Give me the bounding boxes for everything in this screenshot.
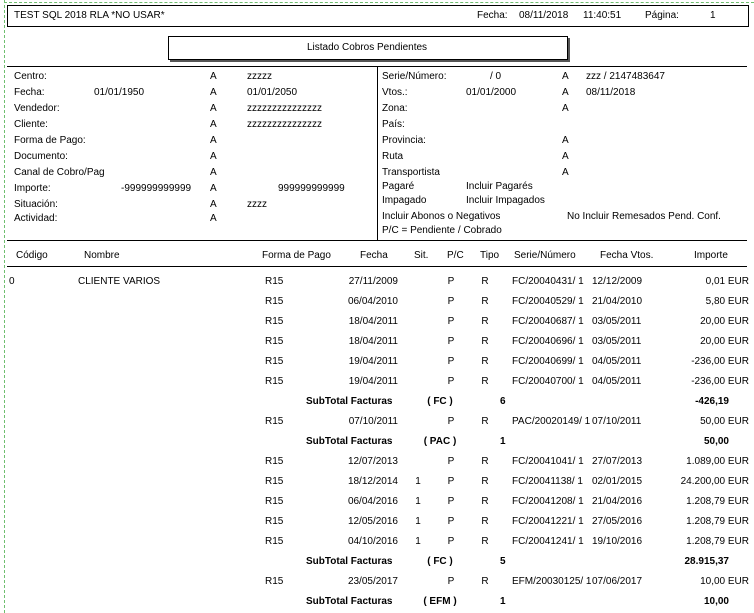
page-top-guide [4,2,754,3]
filter-a: A [210,213,217,224]
fecha: 18/04/2011 [348,336,398,347]
filter-label: Serie/Número: [382,71,447,82]
filter-a: A [210,71,217,82]
filter-label: Fecha: [14,87,45,98]
tipo: R [481,476,489,487]
impagado-label: Impagado [382,195,427,206]
filter-a: A [562,167,569,178]
subtotal-row [0,552,754,572]
situacion: 1 [415,476,421,487]
pc: P [447,316,455,327]
filters-divider [377,66,378,240]
fecha: 19/04/2011 [348,376,398,387]
filter-a: A [210,103,217,114]
forma-pago: R15 [265,456,284,467]
tipo: R [481,536,489,547]
fecha: 18/04/2011 [348,316,398,327]
table-row [0,352,754,372]
importe: 1.208,79 EUR [686,536,749,547]
serie-numero: FC/20040431/ 1 [512,276,584,287]
filter-to: zzzzzzzzzzzzzzz [247,103,322,114]
tipo: R [481,336,489,347]
importe: 0,01 EUR [705,276,749,287]
filter-a: A [210,151,217,162]
col-nombre: Nombre [84,250,120,261]
table-row [0,472,754,492]
impagado-value: Incluir Impagados [466,195,545,206]
filter-label: Provincia: [382,135,426,146]
forma-pago: R15 [265,476,284,487]
subtotal-total: 28.915,37 [684,556,729,567]
pc: P [447,516,455,527]
forma-pago: R15 [265,516,284,527]
forma-pago: R15 [265,376,284,387]
filter-to: 01/01/2050 [247,87,298,98]
subtotal-count: 1 [500,596,506,607]
subtotal-total: -426,19 [695,396,729,407]
situacion: 1 [415,536,421,547]
filter-to: zzzz [247,199,267,210]
remesados-option: No Incluir Remesados Pend. Conf. [567,211,721,222]
filter-label: Ruta [382,151,404,162]
filter-label: Documento: [14,151,68,162]
pc-legend: P/C = Pendiente / Cobrado [382,225,502,236]
serie-numero: FC/20040687/ 1 [512,316,584,327]
subtotal-row [0,392,754,412]
tipo: R [481,376,489,387]
abonos-option: Incluir Abonos o Negativos [382,211,501,222]
table-row [0,412,754,432]
filter-to: zzz / 2147483647 [586,71,665,82]
importe: -236,00 EUR [691,376,749,387]
filter-a: A [210,167,217,178]
filter-label: Transportista [382,167,440,178]
filter-a: A [210,135,217,146]
filter-from: / 0 [490,71,502,82]
tipo: R [481,576,489,587]
tipo: R [481,456,489,467]
fecha-vto: 07/06/2017 [592,576,643,587]
forma-pago: R15 [265,336,284,347]
serie-numero: FC/20040696/ 1 [512,336,584,347]
page-label: Página: [645,10,679,21]
serie-numero: FC/20040699/ 1 [512,356,584,367]
page-number: 1 [710,10,716,21]
forma-pago: R15 [265,416,284,427]
serie-numero: EFM/20030125/ 1 [512,576,592,587]
filter-label: País: [382,119,405,130]
fecha: 07/10/2011 [348,416,398,427]
subtotal-total: 50,00 [703,436,729,447]
fecha-vto: 03/05/2011 [592,336,642,347]
pagare-value: Incluir Pagarés [466,181,533,192]
filter-label: Vendedor: [14,103,60,114]
client-code: 0 [9,276,15,287]
importe: 10,00 EUR [700,576,749,587]
client-name: CLIENTE VARIOS [78,276,161,287]
table-row [0,372,754,392]
fecha: 06/04/2010 [347,296,398,307]
filter-a: A [562,87,569,98]
importe: 24.200,00 EUR [680,476,749,487]
serie-numero: FC/20041221/ 1 [512,516,584,527]
table-row [0,292,754,312]
fecha-vto: 27/07/2013 [592,456,643,467]
table-row [0,332,754,352]
filter-a: A [562,71,569,82]
tipo: R [481,416,489,427]
serie-numero: FC/20041241/ 1 [512,536,584,547]
col-forma-pago: Forma de Pago [262,250,331,261]
fecha: 12/07/2013 [347,456,398,467]
col-codigo: Código [16,250,48,261]
forma-pago: R15 [265,576,284,587]
fecha-vto: 12/12/2009 [592,276,643,287]
forma-pago: R15 [265,316,284,327]
pc: P [447,456,455,467]
fecha: 19/04/2011 [348,356,398,367]
serie-numero: FC/20041138/ 1 [512,476,583,487]
filter-label: Forma de Pago: [14,135,86,146]
fecha-vto: 19/10/2016 [592,536,643,547]
table-row [0,312,754,332]
col-fecha-vtos: Fecha Vtos. [600,250,654,261]
table-row [0,272,754,292]
tipo: R [481,496,489,507]
filter-to: 08/11/2018 [586,87,636,98]
report-date: 08/11/2018 [519,10,569,21]
situacion: 1 [415,496,421,507]
fecha: 23/05/2017 [347,576,398,587]
pc: P [447,276,455,287]
tipo: R [481,356,489,367]
subtotal-doc: ( PAC ) [423,436,457,447]
subtotal-doc: ( FC ) [427,396,453,407]
table-row [0,572,754,592]
serie-numero: FC/20041208/ 1 [512,496,584,507]
importe: 1.089,00 EUR [686,456,749,467]
forma-pago: R15 [265,496,284,507]
fecha-vto: 21/04/2010 [592,296,643,307]
importe: 50,00 EUR [700,416,749,427]
fecha: 18/12/2014 [347,476,398,487]
serie-numero: FC/20041041/ 1 [512,456,584,467]
filter-a: A [562,135,569,146]
fecha-vto: 04/05/2011 [592,376,642,387]
table-row [0,532,754,552]
col-pc: P/C [447,250,464,261]
fecha-vto: 03/05/2011 [592,316,642,327]
col-sit: Sit. [414,250,429,261]
report-title: Listado Cobros Pendientes [306,42,428,53]
pc: P [447,356,455,367]
subtotal-row [0,592,754,612]
forma-pago: R15 [265,276,284,287]
fecha-vto: 04/05/2011 [592,356,642,367]
date-label: Fecha: [477,10,508,21]
filter-to: zzzzzzzzzzzzzzz [247,119,322,130]
fecha-vto: 21/04/2016 [592,496,643,507]
serie-numero: FC/20040529/ 1 [512,296,584,307]
company-name: TEST SQL 2018 RLA *NO USAR* [14,10,165,21]
filter-a: A [210,87,217,98]
pc: P [447,416,455,427]
subtotal-label: SubTotal Facturas [306,396,393,407]
col-tipo: Tipo [480,250,500,261]
filter-label: Situación: [14,199,58,210]
fecha-vto: 02/01/2015 [592,476,643,487]
filter-to: 999999999999 [278,183,345,194]
col-serie: Serie/Número [514,250,576,261]
serie-numero: FC/20040700/ 1 [512,376,584,387]
importe: 20,00 EUR [700,336,749,347]
table-row [0,452,754,472]
filter-label: Importe: [14,183,51,194]
importe: 20,00 EUR [700,316,749,327]
subtotal-label: SubTotal Facturas [306,596,393,607]
forma-pago: R15 [265,296,284,307]
tipo: R [481,296,489,307]
importe: 5,80 EUR [705,296,749,307]
filter-label: Vtos.: [382,87,408,98]
pagare-label: Pagaré [382,181,415,192]
filter-a: A [210,183,217,194]
subtotal-doc: ( FC ) [427,556,453,567]
pc: P [447,476,455,487]
col-fecha: Fecha [360,250,388,261]
subtotal-count: 1 [500,436,506,447]
filter-a: A [210,199,217,210]
fecha: 12/05/2016 [347,516,398,527]
filter-label: Zona: [382,103,408,114]
col-importe: Importe [694,250,728,261]
fecha-vto: 07/10/2011 [592,416,642,427]
subtotal-label: SubTotal Facturas [306,436,393,447]
serie-numero: PAC/20020149/ 1 [512,416,591,427]
table-row [0,492,754,512]
report-time: 11:40:51 [583,10,622,21]
tipo: R [481,276,489,287]
pc: P [447,296,455,307]
filter-from: 01/01/1950 [94,87,145,98]
filter-label: Centro: [14,71,47,82]
filter-label: Cliente: [14,119,48,130]
pc: P [447,496,455,507]
importe: -236,00 EUR [691,356,749,367]
subtotal-doc: ( EFM ) [423,596,457,607]
importe: 1.208,79 EUR [686,496,749,507]
pc: P [447,376,455,387]
filter-from: 01/01/2000 [466,87,517,98]
subtotal-row [0,432,754,452]
fecha: 27/11/2009 [348,276,398,287]
forma-pago: R15 [265,536,284,547]
subtotal-count: 5 [500,556,506,567]
filter-from: -999999999999 [121,183,192,194]
filter-label: Canal de Cobro/Pag [14,167,105,178]
fecha-vto: 27/05/2016 [592,516,643,527]
tipo: R [481,516,489,527]
filter-to: zzzzz [247,71,272,82]
forma-pago: R15 [265,356,284,367]
situacion: 1 [415,516,421,527]
filter-label: Actividad: [14,213,58,224]
filter-a: A [562,103,569,114]
subtotal-label: SubTotal Facturas [306,556,393,567]
subtotal-count: 6 [500,396,506,407]
header-underline [7,266,747,267]
filter-a: A [562,151,569,162]
pc: P [447,576,455,587]
subtotal-total: 10,00 [703,596,729,607]
importe: 1.208,79 EUR [686,516,749,527]
table-row [0,512,754,532]
filter-a: A [210,119,217,130]
pc: P [447,336,455,347]
tipo: R [481,316,489,327]
pc: P [447,536,455,547]
fecha: 04/10/2016 [347,536,398,547]
fecha: 06/04/2016 [347,496,398,507]
filters-bottom-border [7,240,747,241]
